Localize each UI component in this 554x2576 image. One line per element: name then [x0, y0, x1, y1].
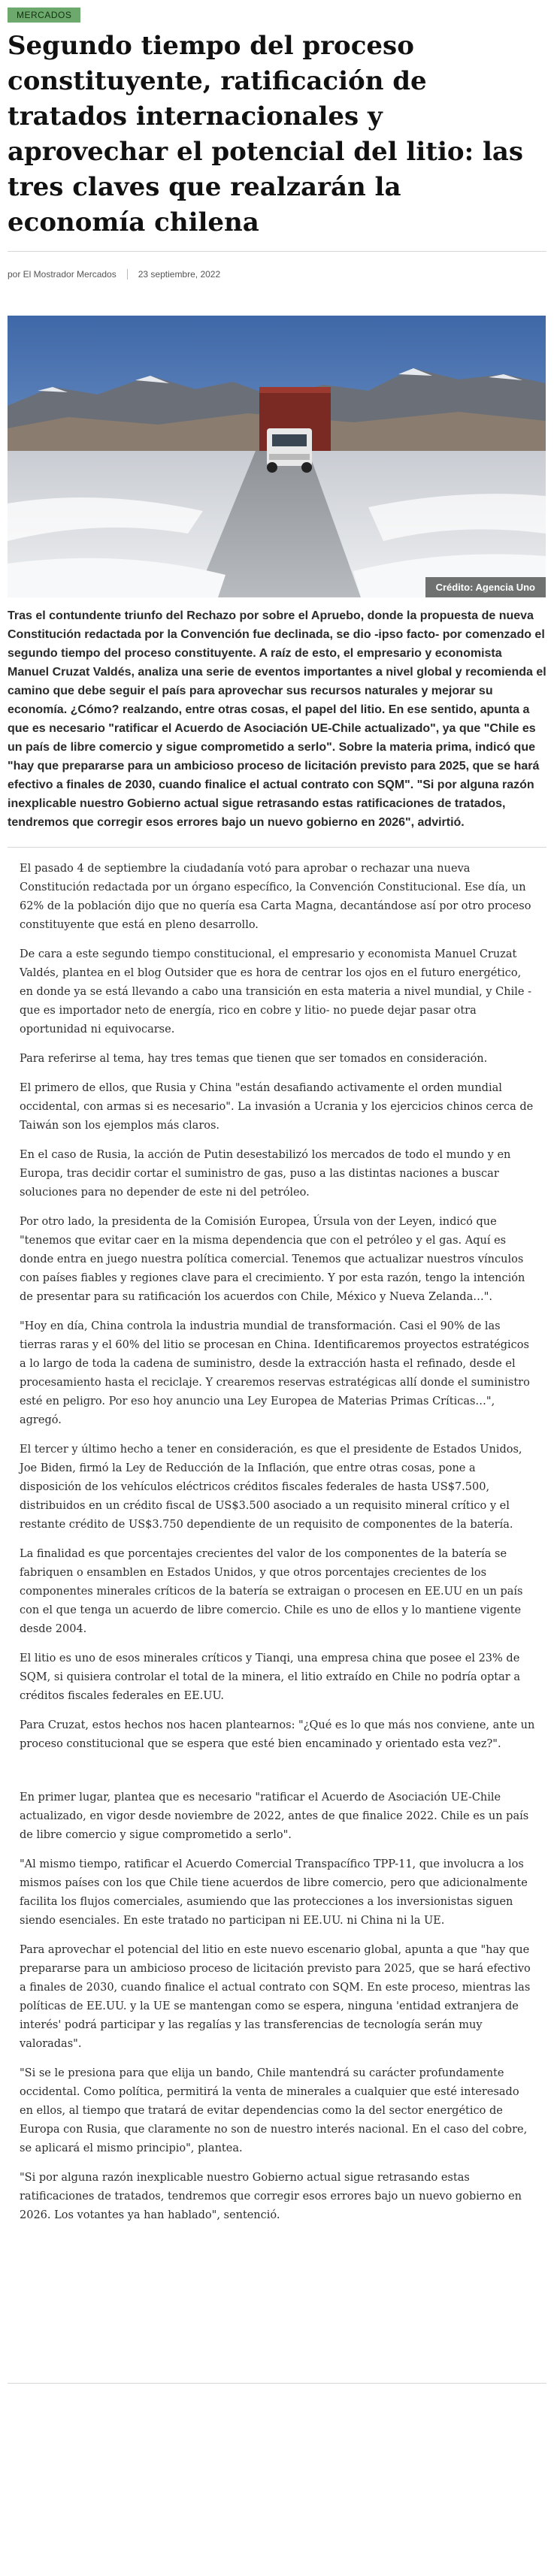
- body-paragraph: En el caso de Rusia, la acción de Putin desestabilizó los mercados de todo el mundo y en Europa, tras decidir cortar el suministro de gas, puso a las distintas naciones a buscar soluciones para no depender de este ni del petróleo.: [20, 1149, 511, 1199]
- body-paragraph: "Hoy en día, China controla la industria mundial de transformación. Casi el 90% de las tierras raras y el 60% del litio se procesan en China. Identificaremos proyectos estratégicos a lo largo de toda la cadena de suministro, desde la extracción hasta el refinado, desde el procesamiento hasta el reciclaje. Y crearemos reservas estratégicas allí donde el suministro esté en peligro. Por eso hoy anuncio una Ley Europea de Materias Primas Críticas…", agregó.: [20, 1320, 530, 1426]
- meta-separator: [127, 269, 128, 280]
- article-lead: Tras el contundente triunfo del Rechazo por sobre el Apruebo, donde la propuesta de nueva Constitución redactada por la Convención fue declinada, se dio -ipso facto- por comenzado el segundo tiempo del proceso constituyente. A raíz de esto, el empresario y economista Manuel Cruzat Valdés, analiza una serie de eventos importantes a nivel global y recomienda el camino que debe seguir el país para aprovechar sus recursos naturales y mejorar su economía. ¿Cómo? realzando, entre otras cosas, el papel del litio. En ese sentido, apunta a que es necesario "ratificar el Acuerdo de Asociación UE-Chile actualizado", ya que "Chile es un país de libre comercio y sigue comprometido a serlo". Sobre la materia prima, indicó que "hay que prepararse para un ambicioso proceso de licitación previsto para 2025, que se hará efectivo a finales de 2030, cuando finalice el actual contrato con SQM". "Si por alguna razón inexplicable nuestro Gobierno actual sigue retrasando estas ratificaciones de tratados, tendremos que corregir esos errores bajo un nuevo gobierno en 2026", advirtió.: [8, 609, 546, 829]
- body-paragraph: En primer lugar, plantea que es necesario "ratificar el Acuerdo de Asociación UE-Chile actualizado, en vigor desde noviembre de 2022, antes de que finalice 2022. Chile es un país de libre comercio y sigue comprometido a serlo".: [20, 1791, 529, 1841]
- body-paragraph: Para aprovechar el potencial del litio en este nuevo escenario global, apunta a que "hay que prepararse para un ambicioso proceso de licitación previsto para 2025, que se hará efectivo a finales de 2030, cuando finalice el actual contrato con SQM. En este proceso, mientras las políticas de EE.UU. y la UE se mantengan como se espera, ninguna 'entidad extranjera de interés' podrá participar y las regalías y las transferencias de tecnología serán muy valoradas".: [20, 1944, 531, 2050]
- category-badge[interactable]: MERCADOS: [8, 8, 80, 23]
- body-paragraph: La finalidad es que porcentajes crecientes del valor de los componentes de la batería se fabriquen o ensamblen en Estados Unidos, y que otros porcentajes crecientes de los componentes minerales críticos de la batería se extraigan o procesen en EE.UU en un país con el que tenga un acuerdo de libre comercio. Chile es uno de ellos y lo mantiene vigente desde 2004.: [20, 1548, 523, 1635]
- body-paragraph: "Al mismo tiempo, ratificar el Acuerdo Comercial Transpacífico TPP-11, que involucra a los mismos países con los que Chile tiene acuerdos de libre comercio, pero que adicionalmente facilita los flujos comerciales, asumiendo que las protecciones a los inversionistas siguen siendo esenciales. En este tratado no participan ni EE.UU. ni China ni la UE.: [20, 1858, 528, 1927]
- body-paragraph: El pasado 4 de septiembre la ciudadanía votó para aprobar o rechazar una nueva Constitución redactada por un órgano específico, la Convención Constitucional. Ese día, un 62% de la población dijo que no quería esa Carta Magna, decantándose así por otro proceso constituyente que está en pleno desarrollo.: [20, 863, 531, 931]
- body-paragraph: El primero de ellos, que Rusia y China "están desafiando activamente el orden mundial occidental, con armas si es necesario". La invasión a Ucrania y los ejercicios chinos cerca de Taiwán son los ejemplos más claros.: [20, 1082, 534, 1132]
- body-paragraph: De cara a este segundo tiempo constitucional, el empresario y economista Manuel Cruzat Valdés, plantea en el blog Outsider que es hora de centrar los ojos en el futuro energético, en donde ya se está llevando a cabo una transición en esta materia a nivel mundial, y Chile -que es importador neto de energía, rico en cobre y litio- no puede dejar pasar otra oportunidad ni equivocarse.: [20, 948, 531, 1036]
- author-link[interactable]: por El Mostrador Mercados: [8, 269, 117, 280]
- article-meta: [8, 269, 546, 280]
- body-paragraph: Por otro lado, la presidenta de la Comisión Europea, Úrsula von der Leyen, indicó que "tenemos que evitar caer en la misma dependencia que con el petróleo y el gas. Aquí es donde entra en juego nuestra política comercial. Tenemos que actualizar nuestros vínculos con países fiables y regiones clave para el crecimiento. Y por esta razón, tengo la intención de presentar para su ratificación los acuerdos con Chile, México y Nueva Zelanda…".: [20, 1216, 525, 1303]
- section-gap: [20, 1764, 536, 1788]
- article-body: [8, 848, 546, 2225]
- title-divider: [8, 251, 546, 252]
- salt-flat-truck-photo: [8, 316, 546, 597]
- hero-image: [8, 316, 546, 597]
- body-paragraph: "Si se le presiona para que elija un bando, Chile mantendrá su carácter profundamente occidental. Como política, permitirá la venta de minerales a cualquier que esté interesado en ellos, al tiempo que tratará de evitar dependencias como la del sector energético de Europa con Rusia, que claramente no son de nuestro interés nacional. En el caso del cobre, se aplicará el mismo principio", plantea.: [20, 2067, 528, 2154]
- body-paragraph: El tercer y último hecho a tener en consideración, es que el presidente de Estados Unidos, Joe Biden, firmó la Ley de Reducción de la Inflación, que entre otras cosas, pone a disposición de los vehículos eléctricos créditos fiscales federales de hasta US$7.500, distribuidos en un crédito fiscal de US$3.500 asociado a un requisito mineral crítico y el restante crédito de US$3.750 dependiente de un requisito de componentes de la batería.: [20, 1444, 522, 1531]
- image-credit: Crédito: Agencia Uno: [425, 577, 546, 597]
- article-title: Segundo tiempo del proceso constituyente, ratificación de tratados internacionales y aprovechar el potencial del litio: las tres claves que realzarán la economía chilena: [8, 31, 524, 237]
- body-paragraph: Para Cruzat, estos hechos nos hacen plantearnos: "¿Qué es lo que más nos conviene, ante un proceso constitucional que se espera que esté bien encaminado y orientado esta vez?".: [20, 1719, 535, 1750]
- body-paragraph: El litio es uno de esos minerales críticos y Tianqi, una empresa china que posee el 23% de SQM, si quisiera controlar el total de la minera, el litio extraído en Chile no podría optar a créditos fiscales federales en EE.UU.: [20, 1652, 520, 1702]
- publish-date: 23 septiembre, 2022: [138, 269, 221, 280]
- body-paragraph: "Si por alguna razón inexplicable nuestro Gobierno actual sigue retrasando estas ratificaciones de tratados, tendremos que corregir esos errores bajo un nuevo gobierno en 2026. Los votantes ya han hablado", sentenció.: [20, 2172, 522, 2221]
- body-paragraph: Para referirse al tema, hay tres temas que tienen que ser tomados en consideración.: [20, 1053, 488, 1065]
